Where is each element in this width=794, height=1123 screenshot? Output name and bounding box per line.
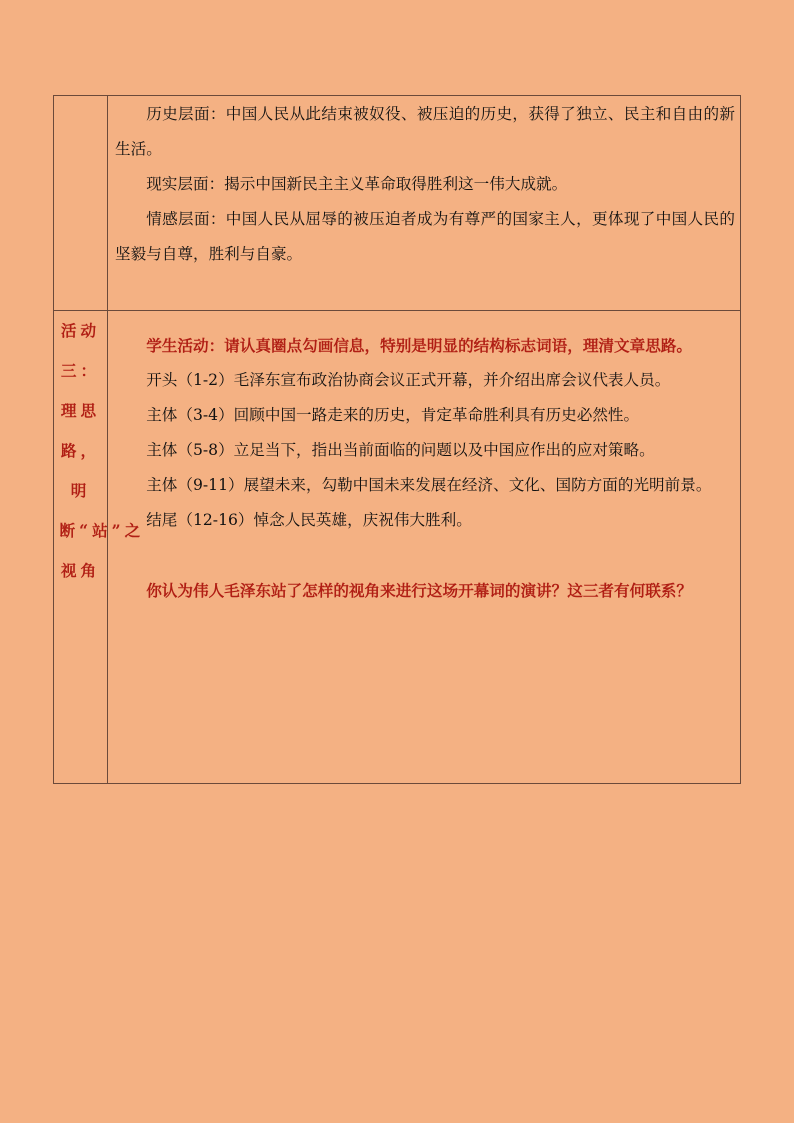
history-level-paragraph: 历史层面：中国人民从此结束被奴役、被压迫的历史，获得了独立、民主和自由的新生活。 (115, 105, 735, 158)
emotion-level-paragraph: 情感层面：中国人民从屈辱的被压迫者成为有尊严的国家主人，更体现了中国人民的坚毅与自尊，胜利与自豪。 (115, 210, 735, 263)
activity-label-cell (54, 311, 145, 784)
activity-three-label: 活动三：理思路，明断“站”之视角 (59, 321, 145, 580)
row1-content-cell (108, 96, 741, 311)
student-activity-task: 学生活动：请认真圈点勾画信息，特别是明显的结构标志词语，理清文章思路。 (146, 336, 692, 355)
table-row (54, 311, 741, 784)
row1-label-cell (54, 96, 108, 311)
lesson-table (53, 95, 741, 784)
outline-item-ending: 结尾（12-16）悼念人民英雄，庆祝伟大胜利。 (146, 511, 472, 529)
outline-item-body-present: 主体（5-8）立足当下，指出当前面临的问题以及中国应作出的应对策略。 (146, 441, 655, 459)
outline-item-body-future: 主体（9-11）展望未来，勾勒中国未来发展在经济、文化、国防方面的光明前景。 (146, 476, 712, 494)
table-row (54, 96, 741, 311)
spacer (115, 538, 735, 573)
outline-item-body-history: 主体（3-4）回顾中国一路走来的历史，肯定革命胜利具有历史必然性。 (146, 406, 640, 424)
reality-level-paragraph: 现实层面：揭示中国新民主主义革命取得胜利这一伟大成就。 (146, 175, 568, 193)
discussion-question: 你认为伟人毛泽东站了怎样的视角来进行这场开幕词的演讲？这三者有何联系？ (146, 581, 692, 600)
activity-content-cell (108, 311, 741, 784)
outline-item-opening: 开头（1-2）毛泽东宣布政治协商会议正式开幕，并介绍出席会议代表人员。 (146, 371, 671, 389)
